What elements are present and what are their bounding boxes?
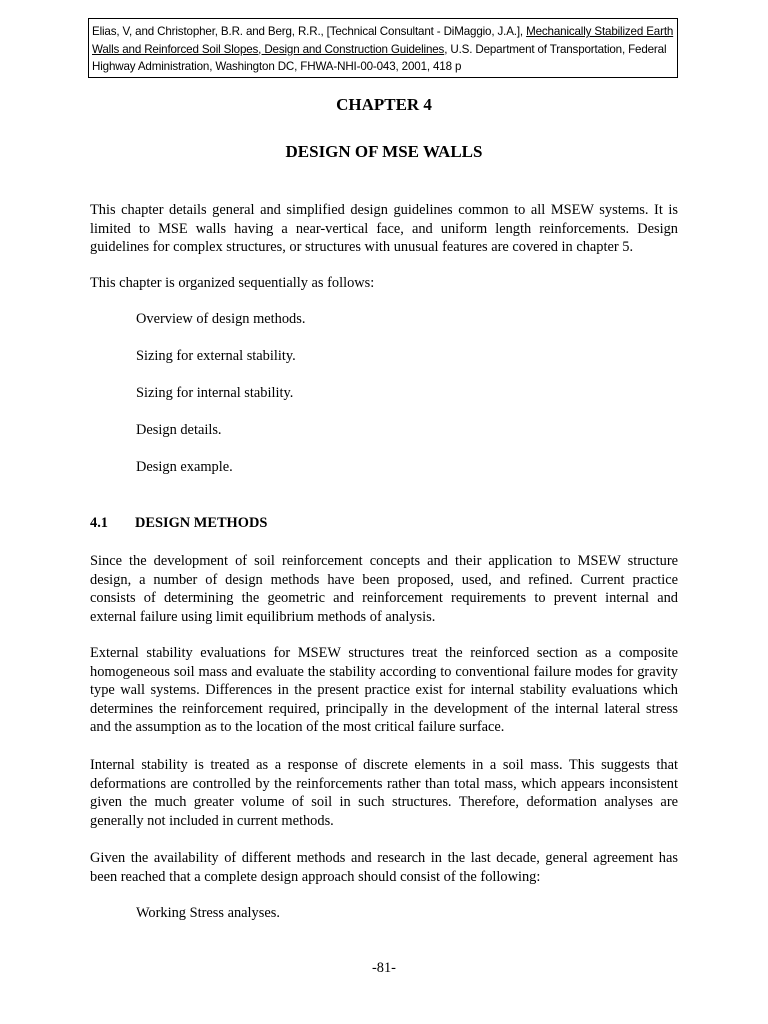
text-line: This chapter details general and simplified design guidelines common to all MSEW systems. It is (90, 202, 678, 218)
text-line: design, a number of design methods have been proposed, used, and refined. Current practice (90, 571, 678, 588)
text-line: limited to MSE walls having a near-vertical face, and uniform length reinforcements. Design (90, 220, 678, 237)
text-line: consists of determining the geometric and reinforcement requirements to prevent internal and (90, 590, 678, 607)
citation-publisher: , U.S. Department of Transportation, Federal (444, 42, 667, 56)
section-title: DESIGN METHODS (135, 515, 268, 531)
list-item: Sizing for internal stability. (136, 385, 294, 401)
paragraph (90, 552, 678, 626)
chapter-title: CHAPTER 4 (336, 95, 432, 114)
chapter-subtitle: DESIGN OF MSE WALLS (285, 142, 483, 161)
citation-line-2 (92, 41, 674, 59)
text-line: type wall systems. Differences in the present practice exist for internal stability evaluations which (90, 682, 678, 699)
text-line: Since the development of soil reinforcement concepts and their application to MSEW structure (90, 553, 678, 569)
citation-box (88, 18, 678, 78)
text-line: and the assumption as to the location of the most critical failure surface. (90, 719, 505, 736)
text-line: homogeneous soil mass and evaluate the stability according to conventional failure modes for gravity (90, 663, 678, 680)
citation-title-part-1: Mechanically Stabilized Earth (526, 25, 674, 38)
list-item: Design details. (136, 422, 222, 438)
paragraph (90, 849, 678, 886)
text-line: given the much greater volume of soil in such structures. Therefore, deformation analyses are (90, 794, 678, 811)
citation-line-3: Highway Administration, Washington DC, FHWA-NHI-00-043, 2001, 418 p (92, 60, 462, 73)
citation-title-part-2: Walls and Reinforced Soil Slopes, Design and Construction Guidelines (92, 42, 445, 56)
paragraph (90, 644, 678, 737)
text-line: determines the reinforcement required, principally in the development of the internal lateral stress (90, 700, 678, 717)
text-line: External stability evaluations for MSEW structures treat the reinforced section as a composite (90, 645, 678, 661)
text-line: Given the availability of different methods and research in the last decade, general agreement has (90, 850, 678, 866)
text-line: been reached that a complete design approach should consist of the following: (90, 868, 541, 885)
section-number: 4.1 (90, 515, 108, 531)
list-item: Design example. (136, 459, 233, 475)
organization-intro: This chapter is organized sequentially as follows: (90, 275, 375, 291)
citation-authors: Elias, V, and Christopher, B.R. and Berg, R.R., [Technical Consultant - DiMaggio, J.A.], (92, 25, 527, 38)
paragraph (90, 756, 678, 830)
text-line: guidelines for complex structures, or structures with unusual features are covered in chapter 5. (90, 239, 634, 256)
text-line: generally not included in current methods. (90, 812, 334, 829)
section-heading (90, 515, 267, 532)
list-item: Overview of design methods. (136, 311, 306, 327)
list-item: Sizing for external stability. (136, 348, 296, 364)
page-number: -81- (372, 960, 396, 976)
text-line: external failure using limit equilibrium methods of analysis. (90, 608, 436, 625)
text-line: deformations are controlled by the reinforcements rather than total mass, which appears inconsistent (90, 775, 678, 792)
intro-paragraph (90, 201, 678, 257)
list-item: Working Stress analyses. (136, 905, 280, 921)
citation-line-1 (92, 23, 674, 41)
text-line: Internal stability is treated as a response of discrete elements in a soil mass. This suggests that (90, 757, 678, 773)
